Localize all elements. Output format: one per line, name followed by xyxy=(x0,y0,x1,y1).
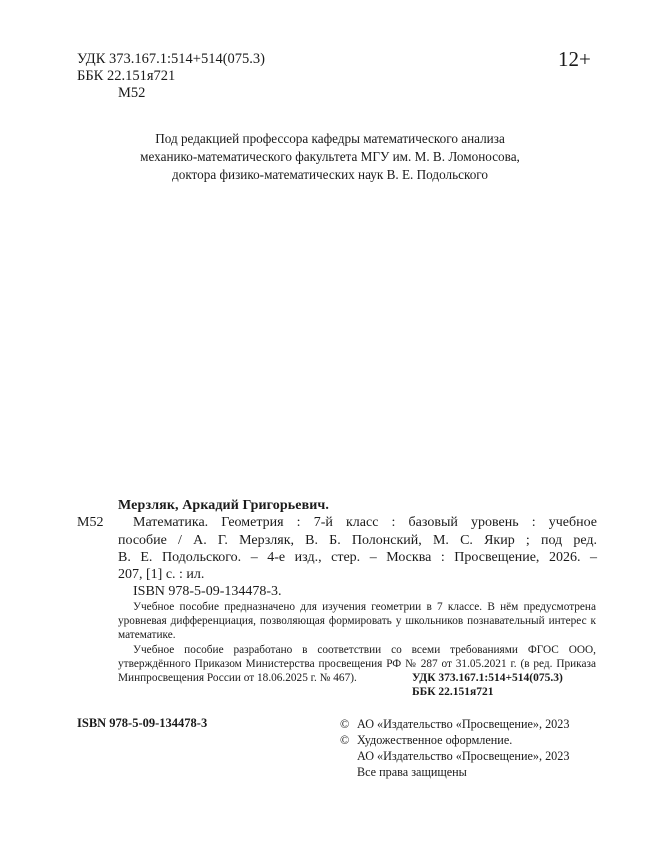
catalog-line: 207, [1] с. : ил. xyxy=(118,567,205,583)
rights-reserved: Все права защищены xyxy=(357,765,467,779)
top-classification-codes xyxy=(77,51,265,102)
catalog-line: В. Е. Подольского. – 4-е изд., стер. – Москва : Просвещение, 2026. – xyxy=(118,549,597,565)
annotation-paragraph: Учебное пособие разработано в соответствии со всеми требованиями ФГОС ООО, утверждённого Приказом Министерства просвещения РФ № 287 от 31.05.2021 г. (в ред. Приказа Минпросвещения России от 18.06.2025 г. № 467). xyxy=(118,643,596,685)
copyright-line: Художественное оформление. xyxy=(357,733,513,747)
bottom-classification-codes xyxy=(412,671,563,699)
udk-code: УДК 373.167.1:514+514(075.3) xyxy=(77,51,265,67)
age-rating: 12+ xyxy=(558,47,591,71)
copyright-icon: © xyxy=(340,733,350,747)
bbk-code-bottom: ББК 22.151я721 xyxy=(412,686,494,698)
editor-note xyxy=(110,130,550,184)
bbk-code: ББК 22.151я721 xyxy=(77,68,176,84)
catalog-record xyxy=(77,497,597,601)
catalog-description xyxy=(118,514,597,583)
catalog-code: М52 xyxy=(77,515,104,531)
editor-note-line: механико-математического факультета МГУ им. М. В. Ломоносова, xyxy=(140,149,520,164)
catalog-line: пособие / А. Г. Мерзляк, В. Б. Полонский, М. С. Якир ; под ред. xyxy=(118,532,597,548)
udk-code-bottom: УДК 373.167.1:514+514(075.3) xyxy=(412,672,563,684)
catalog-author: Мерзляк, Аркадий Григорьевич. xyxy=(118,498,329,513)
editor-note-line: доктора физико-математических наук В. Е. Подольского xyxy=(172,167,488,182)
isbn-bottom: ISBN 978-5-09-134478-3 xyxy=(77,716,208,730)
annotation-paragraph: Учебное пособие предназначено для изучения геометрии в 7 классе. В нём предусмотрена уровневая дифференциация, позволяющая формировать у школьников познавательный интерес к математике. xyxy=(118,601,596,642)
catalog-line: Математика. Геометрия : 7-й класс : базовый уровень : учебное xyxy=(133,515,597,531)
copyright-block xyxy=(340,716,569,780)
catalog-isbn: ISBN 978-5-09-134478-3. xyxy=(133,584,282,600)
copyright-line: АО «Издательство «Просвещение», 2023 xyxy=(357,717,570,731)
editor-note-line: Под редакцией профессора кафедры математического анализа xyxy=(155,131,505,146)
copyright-line: АО «Издательство «Просвещение», 2023 xyxy=(357,749,570,763)
copyright-icon: © xyxy=(340,717,350,731)
author-mark: М52 xyxy=(118,85,146,101)
